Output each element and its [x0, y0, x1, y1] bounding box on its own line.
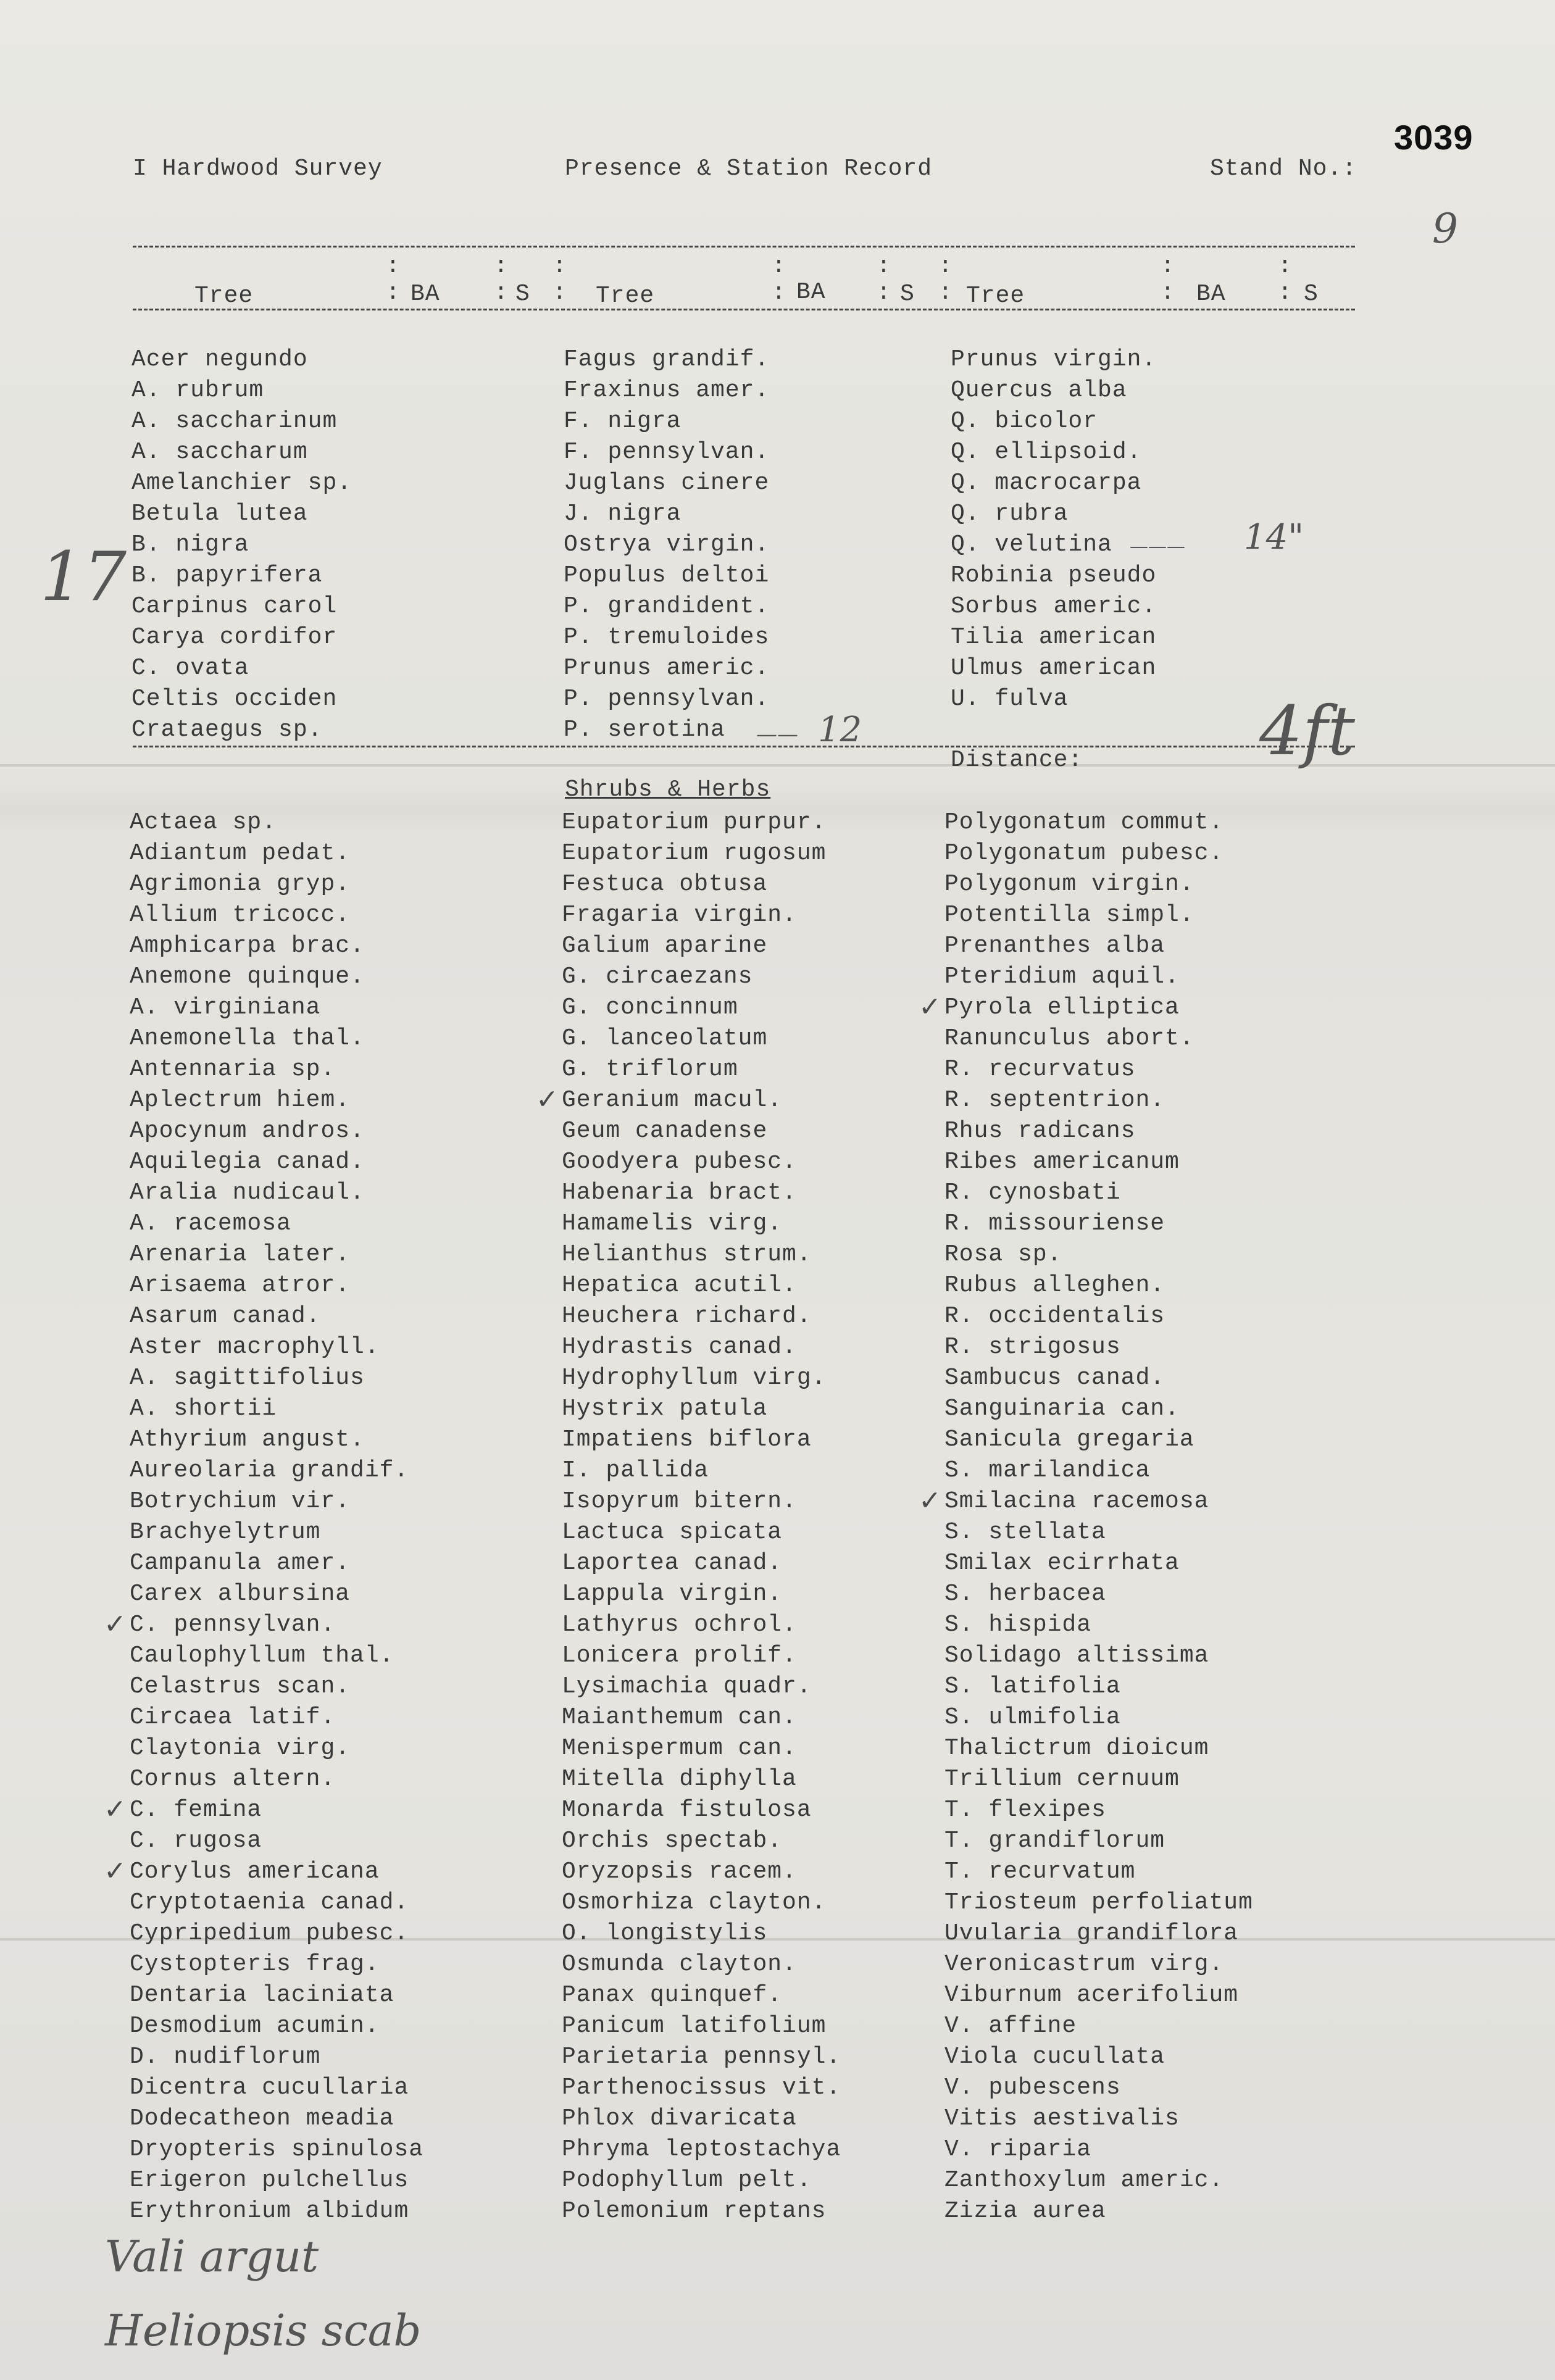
- herb-item: Aplectrum hiem.: [130, 1087, 351, 1113]
- herb-item: Hamamelis virg.: [562, 1210, 783, 1237]
- herb-item: Monarda fistulosa: [562, 1797, 812, 1823]
- herb-item: Lactuca spicata: [562, 1519, 783, 1546]
- header-rule-top: [133, 246, 1355, 248]
- ba-heading-3: BA: [1196, 281, 1226, 307]
- herb-item: Hystrix patula: [562, 1396, 768, 1422]
- herb-item: Erythronium albidum: [130, 2198, 409, 2224]
- herb-item: Ranunculus abort.: [944, 1025, 1194, 1052]
- column-separator: : :: [552, 253, 567, 306]
- herb-item: Sambucus canad.: [944, 1365, 1165, 1391]
- herb-item: Dryopteris spinulosa: [130, 2136, 424, 2163]
- herb-item: R. strigosus: [944, 1334, 1121, 1360]
- herb-item: Dodecatheon meadia: [130, 2105, 394, 2132]
- added-species-1-handwritten: Vali argut: [105, 2231, 319, 2282]
- herb-item: Parietaria pennsyl.: [562, 2044, 841, 2070]
- check-mark-icon: ✓: [919, 1485, 941, 1517]
- s-heading-1: S: [515, 281, 530, 307]
- herb-item: Apocynum andros.: [130, 1118, 365, 1144]
- herb-item: D. nudiflorum: [130, 2044, 321, 2070]
- herb-item: S. herbacea: [944, 1581, 1106, 1607]
- herb-item: Oryzopsis racem.: [562, 1858, 797, 1885]
- tree-heading-3: Tree: [966, 283, 1025, 309]
- herb-item: Antennaria sp.: [130, 1056, 336, 1083]
- herb-item: Viola cucullata: [944, 2044, 1165, 2070]
- herb-item: Campanula amer.: [130, 1550, 351, 1576]
- herb-item: T. recurvatum: [944, 1858, 1136, 1885]
- herb-item: Phlox divaricata: [562, 2105, 797, 2132]
- herb-item: Trillium cernuum: [944, 1766, 1180, 1792]
- herb-item: Goodyera pubesc.: [562, 1149, 797, 1175]
- herb-item: R. recurvatus: [944, 1056, 1136, 1083]
- herb-item: Smilax ecirrhata: [944, 1550, 1180, 1576]
- herb-item: Botrychium vir.: [130, 1488, 351, 1515]
- herb-item: Heuchera richard.: [562, 1303, 812, 1329]
- herb-item: Rhus radicans: [944, 1118, 1136, 1144]
- herb-item: V. affine: [944, 2013, 1077, 2039]
- tree-item: P. grandident.: [564, 593, 770, 620]
- herb-item: I. pallida: [562, 1457, 709, 1484]
- herb-item: Habenaria bract.: [562, 1180, 797, 1206]
- tree-item: Robinia pseudo: [951, 562, 1157, 589]
- herb-item: Isopyrum bitern.: [562, 1488, 797, 1515]
- herb-item: Polygonatum pubesc.: [944, 840, 1224, 867]
- herb-item: Arisaema atror.: [130, 1272, 351, 1299]
- herb-item: T. flexipes: [944, 1797, 1106, 1823]
- herb-item: Sanicula gregaria: [944, 1426, 1194, 1453]
- herb-item: Carex albursina: [130, 1581, 351, 1607]
- herb-item: Eupatorium purpur.: [562, 809, 827, 836]
- herb-item: Aralia nudicaul.: [130, 1180, 365, 1206]
- added-species-2-handwritten: Heliopsis scab: [105, 2305, 422, 2356]
- tree-item: Q. macrocarpa: [951, 470, 1142, 496]
- herb-item: Impatiens biflora: [562, 1426, 812, 1453]
- herb-item: Laportea canad.: [562, 1550, 783, 1576]
- tree-item: Juglans cinere: [564, 470, 770, 496]
- stand-label: Stand No.:: [1210, 156, 1357, 182]
- stand-sub-handwritten: 9: [1432, 205, 1458, 252]
- survey-title: I Hardwood Survey: [133, 156, 383, 182]
- tree-item: Ostrya virgin.: [564, 531, 770, 558]
- herb-item: Polygonatum commut.: [944, 809, 1224, 836]
- herb-item: Arenaria later.: [130, 1241, 351, 1268]
- herb-item: Fragaria virgin.: [562, 902, 797, 928]
- herb-item: Panax quinquef.: [562, 1982, 783, 2008]
- herb-item: Osmunda clayton.: [562, 1951, 797, 1978]
- velutina-note-handwritten: 14": [1244, 517, 1304, 557]
- herb-item: Zizia aurea: [944, 2198, 1106, 2224]
- herb-item: Lysimachia quadr.: [562, 1673, 812, 1700]
- herb-item: Panicum latifolium: [562, 2013, 827, 2039]
- herb-item: Ribes americanum: [944, 1149, 1180, 1175]
- herb-item: Cryptotaenia canad.: [130, 1889, 409, 1916]
- herb-list-col3: [944, 807, 1253, 2227]
- herb-item: S. stellata: [944, 1519, 1106, 1546]
- herb-item: S. hispida: [944, 1612, 1092, 1638]
- herb-item: R. septentrion.: [944, 1087, 1165, 1113]
- tree-item: Ulmus american: [951, 655, 1157, 681]
- herb-item: Geranium macul.: [562, 1087, 783, 1113]
- herb-item: A. virginiana: [130, 994, 321, 1021]
- herb-item: C. femina: [130, 1797, 262, 1823]
- tree-item: Carya cordifor: [131, 624, 338, 651]
- herb-item: Lathyrus ochrol.: [562, 1612, 797, 1638]
- tree-item: B. papyrifera: [131, 562, 323, 589]
- check-mark-icon: ✓: [104, 1794, 127, 1825]
- tree-item: A. saccharum: [131, 439, 308, 465]
- herb-item: S. latifolia: [944, 1673, 1121, 1700]
- tree-item: Q. ellipsoid.: [951, 439, 1142, 465]
- tree-item: C. ovata: [131, 655, 249, 681]
- tree-item: Prunus americ.: [564, 655, 770, 681]
- herb-item: Sanguinaria can.: [944, 1396, 1180, 1422]
- herb-item: Festuca obtusa: [562, 871, 768, 897]
- herb-item: Aureolaria grandif.: [130, 1457, 409, 1484]
- tree-heading-2: Tree: [596, 283, 655, 309]
- herb-item: R. missouriense: [944, 1210, 1165, 1237]
- tree-item: Quercus alba: [951, 377, 1127, 404]
- check-mark-icon: ✓: [104, 1608, 127, 1640]
- herb-item: Mitella diphylla: [562, 1766, 797, 1792]
- tree-item: F. pennsylvan.: [564, 439, 770, 465]
- herb-item: Pyrola elliptica: [944, 994, 1180, 1021]
- tree-item: Tilia american: [951, 624, 1157, 651]
- herb-item: G. circaezans: [562, 963, 753, 990]
- header-rule-bottom: [133, 309, 1355, 310]
- herb-item: Triosteum perfoliatum: [944, 1889, 1253, 1916]
- herb-item: C. rugosa: [130, 1828, 262, 1854]
- herb-item: Dentaria laciniata: [130, 1982, 394, 2008]
- herb-item: Allium tricocc.: [130, 902, 351, 928]
- tree-item: Amelanchier sp.: [131, 470, 352, 496]
- herb-item: R. occidentalis: [944, 1303, 1165, 1329]
- tree-item: Q. bicolor: [951, 408, 1098, 435]
- herb-item: Erigeron pulchellus: [130, 2167, 409, 2194]
- herb-item: Eupatorium rugosum: [562, 840, 827, 867]
- herb-item: Veronicastrum virg.: [944, 1951, 1224, 1978]
- serotina-dash: ——: [756, 722, 798, 747]
- herb-item: Cystopteris frag.: [130, 1951, 380, 1978]
- herb-item: G. concinnum: [562, 994, 738, 1021]
- tree-item: Betula lutea: [131, 501, 308, 527]
- column-separator: : :: [772, 253, 786, 306]
- herb-item: Helianthus strum.: [562, 1241, 812, 1268]
- tree-item: Q. velutina: [951, 531, 1112, 558]
- tree-heading-1: Tree: [194, 283, 254, 309]
- herb-item: Prenanthes alba: [944, 933, 1165, 959]
- herb-item: Galium aparine: [562, 933, 768, 959]
- herb-item: Orchis spectab.: [562, 1828, 783, 1854]
- herb-item: Actaea sp.: [130, 809, 277, 836]
- tree-item: F. nigra: [564, 408, 682, 435]
- tree-item: U. fulva: [951, 686, 1069, 712]
- tree-item: B. nigra: [131, 531, 249, 558]
- herb-item: Polygonum virgin.: [944, 871, 1194, 897]
- herb-item: T. grandiflorum: [944, 1828, 1165, 1854]
- tree-item: P. tremuloides: [564, 624, 770, 651]
- herb-item: Caulophyllum thal.: [130, 1642, 394, 1669]
- herb-item: Cypripedium pubesc.: [130, 1920, 409, 1947]
- stand-number-stamp: 3039: [1394, 118, 1474, 157]
- herb-item: O. longistylis: [562, 1920, 768, 1947]
- tree-item: Prunus virgin.: [951, 346, 1157, 373]
- herb-item: Podophyllum pelt.: [562, 2167, 812, 2194]
- tree-item: Celtis occiden: [131, 686, 338, 712]
- herb-item: G. triflorum: [562, 1056, 738, 1083]
- herb-item: Corylus americana: [130, 1858, 380, 1885]
- herb-item: Lonicera prolif.: [562, 1642, 797, 1669]
- ba-heading-2: BA: [796, 279, 826, 306]
- serotina-note-handwritten: 12: [818, 710, 862, 750]
- ba-heading-1: BA: [411, 281, 440, 307]
- herb-item: S. marilandica: [944, 1457, 1151, 1484]
- tree-item: Q. rubra: [951, 501, 1069, 527]
- s-heading-3: S: [1304, 281, 1319, 307]
- herb-item: Hydrophyllum virg.: [562, 1365, 827, 1391]
- herb-item: Rosa sp.: [944, 1241, 1062, 1268]
- herb-item: Adiantum pedat.: [130, 840, 351, 867]
- herb-item: Aster macrophyll.: [130, 1334, 380, 1360]
- herb-item: Smilacina racemosa: [944, 1488, 1209, 1515]
- tree-item: J. nigra: [564, 501, 682, 527]
- herb-item: Phryma leptostachya: [562, 2136, 841, 2163]
- herb-item: Amphicarpa brac.: [130, 933, 365, 959]
- herb-item: Hepatica acutil.: [562, 1272, 797, 1299]
- tree-item: Fraxinus amer.: [564, 377, 770, 404]
- tree-item: Carpinus carol: [131, 593, 338, 620]
- distance-note-handwritten: 4ft: [1259, 691, 1355, 770]
- tree-item: Fagus grandif.: [564, 346, 770, 373]
- herb-list-col2: [562, 807, 841, 2227]
- herb-item: Circaea latif.: [130, 1704, 336, 1731]
- herb-item: G. lanceolatum: [562, 1025, 768, 1052]
- column-separator: : :: [877, 253, 891, 306]
- herb-item: A. racemosa: [130, 1210, 291, 1237]
- left-count-handwritten: 17: [40, 537, 127, 616]
- herb-item: Dicentra cucullaria: [130, 2074, 409, 2101]
- tree-list-col3: [951, 344, 1156, 715]
- tree-item: Populus deltoi: [564, 562, 770, 589]
- herb-item: Agrimonia gryp.: [130, 871, 351, 897]
- check-mark-icon: ✓: [104, 1855, 127, 1887]
- tree-item: Crataegus sp.: [131, 717, 323, 743]
- herb-item: Pteridium aquil.: [944, 963, 1180, 990]
- herb-item: Vitis aestivalis: [944, 2105, 1180, 2132]
- herb-item: Desmodium acumin.: [130, 2013, 380, 2039]
- herb-item: Asarum canad.: [130, 1303, 321, 1329]
- column-separator: : :: [1161, 253, 1175, 306]
- check-mark-icon: ✓: [919, 991, 941, 1023]
- column-separator: : :: [938, 253, 953, 306]
- velutina-dash: ———: [1130, 536, 1185, 557]
- tree-item: P. serotina: [564, 717, 725, 743]
- s-heading-2: S: [900, 281, 915, 307]
- tree-item: A. rubrum: [131, 377, 264, 404]
- herb-item: Hydrastis canad.: [562, 1334, 797, 1360]
- herb-item: Potentilla simpl.: [944, 902, 1194, 928]
- distance-label: Distance:: [951, 747, 1083, 773]
- herb-item: Athyrium angust.: [130, 1426, 365, 1453]
- herb-item: Menispermum can.: [562, 1735, 797, 1762]
- herb-item: Maianthemum can.: [562, 1704, 797, 1731]
- check-mark-icon: ✓: [536, 1084, 559, 1115]
- herb-item: Cornus altern.: [130, 1766, 336, 1792]
- herb-item: Brachyelytrum: [130, 1519, 321, 1546]
- tree-item: A. saccharinum: [131, 408, 338, 435]
- herb-item: Solidago altissima: [944, 1642, 1209, 1669]
- herb-item: S. ulmifolia: [944, 1704, 1121, 1731]
- herb-item: Anemonella thal.: [130, 1025, 365, 1052]
- herb-item: Thalictrum dioicum: [944, 1735, 1209, 1762]
- herb-item: Uvularia grandiflora: [944, 1920, 1239, 1947]
- tree-section-rule: [133, 746, 1355, 747]
- herb-item: V. pubescens: [944, 2074, 1121, 2101]
- herb-list-col1: [130, 807, 423, 2227]
- herb-item: Geum canadense: [562, 1118, 768, 1144]
- tree-item: P. pennsylvan.: [564, 686, 770, 712]
- tree-list-col2: [564, 344, 769, 746]
- herb-item: Lappula virgin.: [562, 1581, 783, 1607]
- column-separator: : :: [386, 253, 400, 306]
- herb-item: V. riparia: [944, 2136, 1092, 2163]
- herb-item: Claytonia virg.: [130, 1735, 351, 1762]
- column-separator: : :: [494, 253, 508, 306]
- tree-item: Acer negundo: [131, 346, 308, 373]
- herb-item: A. shortii: [130, 1396, 277, 1422]
- herb-item: Polemonium reptans: [562, 2198, 827, 2224]
- herb-item: Anemone quinque.: [130, 963, 365, 990]
- herb-item: Parthenocissus vit.: [562, 2074, 841, 2101]
- herb-item: Celastrus scan.: [130, 1673, 351, 1700]
- tree-list-col1: [131, 344, 352, 746]
- herb-item: A. sagittifolius: [130, 1365, 365, 1391]
- herb-item: Rubus alleghen.: [944, 1272, 1165, 1299]
- herb-item: Aquilegia canad.: [130, 1149, 365, 1175]
- tree-item: Sorbus americ.: [951, 593, 1157, 620]
- herb-item: Viburnum acerifolium: [944, 1982, 1239, 2008]
- herb-item: C. pennsylvan.: [130, 1612, 336, 1638]
- herb-item: Osmorhiza clayton.: [562, 1889, 827, 1916]
- herb-item: R. cynosbati: [944, 1180, 1121, 1206]
- herb-item: Zanthoxylum americ.: [944, 2167, 1224, 2194]
- record-title: Presence & Station Record: [565, 156, 933, 182]
- shrubs-herbs-heading: Shrubs & Herbs: [565, 776, 771, 803]
- column-separator: : :: [1278, 253, 1292, 306]
